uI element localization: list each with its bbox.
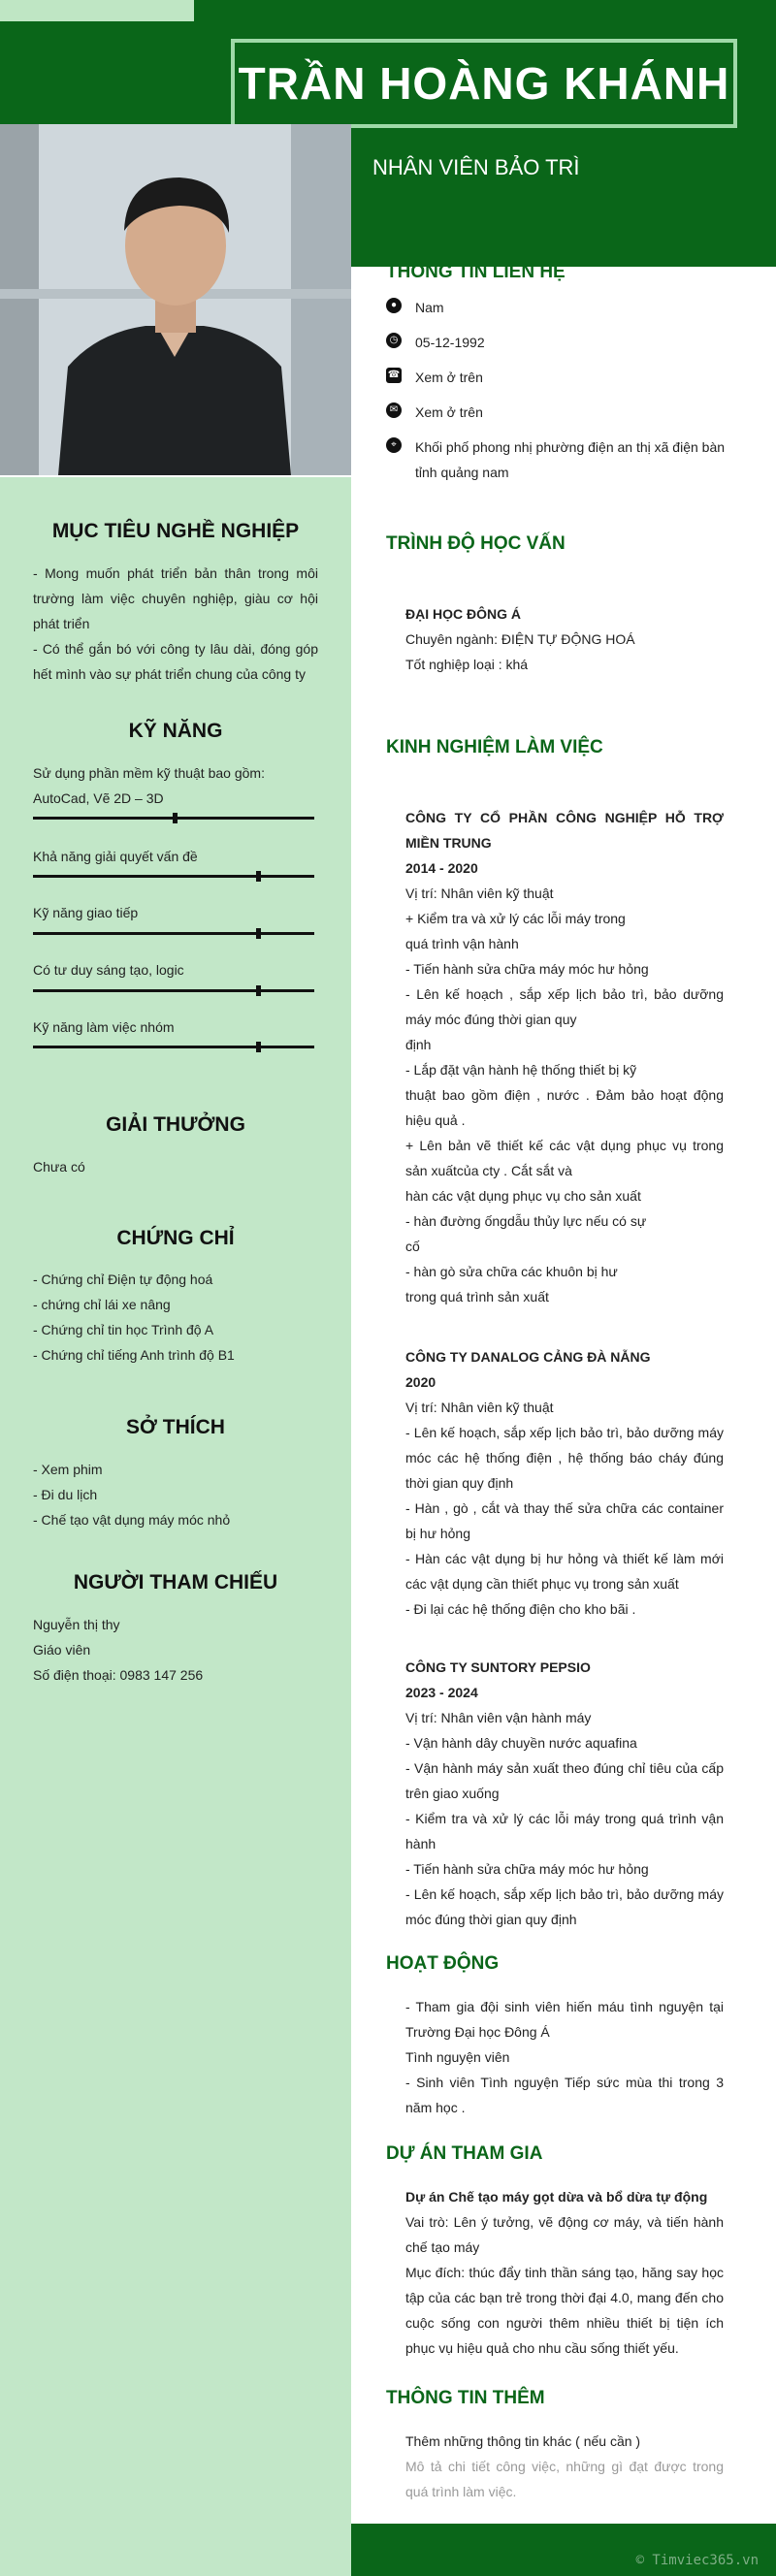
projects-title: DỰ ÁN THAM GIA	[386, 2143, 543, 2164]
education-major: Chuyên ngành: ĐIỆN TỰ ĐỘNG HOÁ	[405, 631, 635, 647]
project-line: Vai trò: Lên ý tưởng, vẽ động cơ máy, và tiến hành chế tạo máy	[405, 2214, 724, 2255]
extra-line: Thêm những thông tin khác ( nếu cần )	[405, 2433, 641, 2449]
job-line: hàn các vật dụng phục vụ cho sản xuất	[405, 1188, 641, 1204]
activity-line: - Tham gia đội sinh viên hiến máu tình nguyện tại Trường Đại học Đông Á	[405, 1999, 724, 2040]
contact-email	[386, 400, 735, 425]
job-line: - hàn đường ốngdẫu thủy lực nếu có sự	[405, 1213, 647, 1229]
education-title: TRÌNH ĐỘ HỌC VẤN	[386, 533, 566, 554]
contact-address	[386, 435, 735, 485]
contact-birthdate	[386, 330, 735, 355]
location-icon: ⌖	[386, 437, 402, 453]
contact-phone	[386, 365, 735, 390]
education-school: ĐẠI HỌC ĐÔNG Á	[405, 606, 521, 622]
education-grade: Tốt nghiệp loại : khá	[405, 657, 529, 672]
reference-position: Giáo viên	[33, 1642, 91, 1658]
job-line: - Tiến hành sửa chữa máy móc hư hỏng	[405, 1861, 649, 1877]
job-line: định	[405, 1037, 432, 1052]
job-company: CÔNG TY DANALOG CẢNG ĐÀ NẴNG	[405, 1349, 651, 1365]
name-frame	[231, 39, 737, 128]
job-line: Vị trí: Nhân viên kỹ thuật	[405, 886, 554, 901]
project-name: Dự án Chế tạo máy gọt dừa và bổ dừa tự động	[405, 2189, 708, 2205]
job-line: + Kiểm tra và xử lý các lỗi máy trong	[405, 911, 626, 926]
awards-text: Chưa có	[33, 1159, 85, 1175]
skill-bar	[33, 989, 314, 992]
certificate-item: - chứng chỉ lái xe nâng	[33, 1297, 171, 1312]
job-line: trong quá trình sản xuất	[405, 1289, 549, 1304]
job-line: - Hàn , gò , cắt và thay thế sửa chữa các container bị hư hỏng	[405, 1500, 724, 1541]
skill-level-marker	[173, 813, 178, 823]
job-line: cố	[405, 1239, 420, 1254]
job-line: Vị trí: Nhân viên vận hành máy	[405, 1710, 592, 1725]
job-line: - Lên kế hoạch , sắp xếp lịch bảo trì, bảo dưỡng máy móc đúng thời gian quy	[405, 986, 724, 1027]
profile-photo	[0, 124, 351, 475]
contact-gender	[386, 295, 735, 320]
job-line: - Vận hành máy sản xuất theo đúng chỉ tiêu của cấp trên giao xuống	[405, 1760, 724, 1801]
activity-line: - Sinh viên Tình nguyện Tiếp sức mùa thi trong 3 năm học .	[405, 2075, 724, 2115]
job-line: thuật bao gồm điện , nước . Đảm bảo hoạt động hiệu quả .	[405, 1087, 724, 1128]
certificates-title: CHỨNG CHỈ	[116, 1227, 235, 1249]
job-title: NHÂN VIÊN BẢO TRÌ	[372, 155, 580, 179]
job-line: - Tiến hành sửa chữa máy móc hư hỏng	[405, 961, 649, 977]
header-accent-strip	[0, 0, 194, 21]
contact-birthdate-text: 05-12-1992	[415, 335, 485, 350]
job-line: - Vận hành dây chuyền nước aquafina	[405, 1735, 637, 1751]
certificate-item: - Chứng chỉ Điện tự động hoá	[33, 1272, 213, 1287]
clock-icon: ◷	[386, 333, 402, 348]
skill-label: Kỹ năng giao tiếp	[33, 905, 139, 920]
phone-icon: ☎	[386, 368, 402, 383]
job-period: 2014 - 2020	[405, 860, 478, 876]
experience-title: KINH NGHIỆM LÀM VIỆC	[386, 737, 603, 757]
person-icon: ●	[386, 298, 402, 313]
hobby-item: - Đi du lịch	[33, 1487, 98, 1502]
skill-level-marker	[256, 928, 261, 939]
job-line: - Lên kế hoạch, sắp xếp lịch bảo trì, bảo dưỡng máy móc đúng thời gian quy định	[405, 1886, 724, 1927]
reference-name: Nguyễn thị thy	[33, 1617, 120, 1632]
extra-title: THÔNG TIN THÊM	[386, 2388, 545, 2408]
skill-label: Có tư duy sáng tạo, logic	[33, 962, 184, 978]
job-line: quá trình vận hành	[405, 936, 519, 951]
job-company: CÔNG TY SUNTORY PEPSIO	[405, 1659, 591, 1675]
skill-level-marker	[256, 1042, 261, 1052]
skill-bar	[33, 1046, 314, 1048]
job-line: - Lắp đặt vận hành hệ thống thiết bị kỹ	[405, 1062, 637, 1078]
skill-label: Kỹ năng làm việc nhóm	[33, 1019, 175, 1035]
job-line: - Đi lại các hệ thống điện cho kho bãi .	[405, 1601, 636, 1617]
job-line: Vị trí: Nhân viên kỹ thuật	[405, 1400, 554, 1415]
reference-phone: Số điện thoại: 0983 147 256	[33, 1667, 204, 1683]
job-period: 2020	[405, 1374, 436, 1390]
watermark: © Timviec365.vn	[635, 2553, 759, 2568]
job-line: - hàn gò sửa chữa các khuôn bị hư	[405, 1264, 618, 1279]
contact-address-text: Khối phố phong nhị phường điện an thị xã điện bàn tỉnh quảng nam	[415, 439, 726, 480]
skill-level-marker	[256, 985, 261, 996]
job-line: - Kiểm tra và xử lý các lỗi máy trong quá trình vận hành	[405, 1811, 724, 1852]
skill-label: Sử dụng phần mềm kỹ thuật bao gồm: AutoCad, Vẽ 2D – 3D	[33, 765, 265, 806]
job-line: + Lên bản vẽ thiết kế các vật dụng phục vụ trong sản xuấtcủa cty . Cắt sắt và	[405, 1138, 724, 1178]
contact-email-text: Xem ở trên	[415, 404, 483, 420]
certificate-item: - Chứng chỉ tiếng Anh trình độ B1	[33, 1347, 235, 1363]
email-icon: ✉	[386, 402, 402, 418]
skill-bar	[33, 932, 314, 935]
job-line: - Lên kế hoạch, sắp xếp lịch bảo trì, bảo dưỡng máy móc các hệ thống điện , hệ thống báo cháy đúng thời gian quy định	[405, 1425, 724, 1491]
objective-title: MỤC TIÊU NGHỀ NGHIỆP	[51, 520, 300, 542]
portrait-image	[0, 124, 351, 475]
extra-description: Mô tả chi tiết công việc, những gì đạt được trong quá trình làm việc.	[405, 2459, 724, 2499]
activity-line: Tình nguyện viên	[405, 2049, 510, 2065]
contact-gender-text: Nam	[415, 300, 444, 315]
skill-label: Khả năng giải quyết vấn đề	[33, 849, 198, 864]
skill-bar	[33, 817, 314, 820]
project-line: Mục đích: thúc đẩy tinh thần sáng tạo, hăng say học tập của các bạn trẻ trong thời đại 4.0, mang đến cho cuộc sống con người thêm nhiều thiết bị tiện ích phục vụ hiệu quả cho nhu cầu sống thiết yếu.	[405, 2265, 724, 2356]
job-line: - Hàn các vật dụng bị hư hỏng và thiết kế làm mới các vật dụng cần thiết phục vụ trong sản xuất	[405, 1551, 724, 1592]
activities-title: HOẠT ĐỘNG	[386, 1953, 500, 1974]
reference-title: NGƯỜI THAM CHIẾU	[73, 1571, 278, 1594]
hobby-item: - Xem phim	[33, 1462, 103, 1477]
skill-level-marker	[256, 871, 261, 882]
hobbies-title: SỞ THÍCH	[126, 1416, 225, 1438]
objective-text: - Mong muốn phát triển bản thân trong môi trường làm việc chuyên nghiệp, giàu cơ hội phát triển - Có thể gắn bó với công ty lâu dài, đóng góp hết mình vào sự phát triển chung của công ty	[33, 565, 318, 682]
contact-title: THÔNG TIN LIÊN HỆ	[386, 262, 566, 282]
certificate-item: - Chứng chỉ tin học Trình độ A	[33, 1322, 214, 1337]
job-period: 2023 - 2024	[405, 1685, 478, 1700]
candidate-name: TRẦN HOÀNG KHÁNH	[238, 58, 730, 109]
awards-title: GIẢI THƯỞNG	[106, 1113, 245, 1136]
contact-phone-text: Xem ở trên	[415, 370, 483, 385]
skills-title: KỸ NĂNG	[128, 720, 223, 742]
job-company: CÔNG TY CỔ PHẦN CÔNG NGHIỆP HỖ TRỢ MIỀN TRUNG	[405, 810, 724, 851]
hobby-item: - Chế tạo vật dụng máy móc nhỏ	[33, 1512, 231, 1528]
skill-bar	[33, 875, 314, 878]
